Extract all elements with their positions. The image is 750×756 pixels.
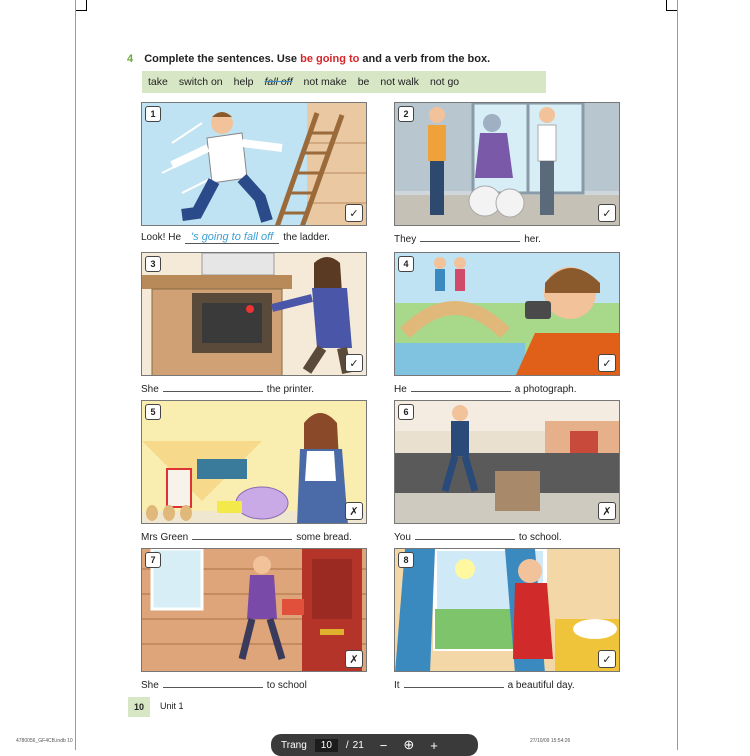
sentence-start: He — [394, 384, 407, 395]
cross-mark-icon: ✗ — [345, 650, 363, 668]
item-number-badge: 3 — [145, 256, 161, 272]
sentence-start: She — [141, 384, 159, 395]
exercise-item-3 — [141, 252, 367, 395]
exercise-item-7 — [141, 548, 367, 691]
workbook-page — [75, 0, 678, 750]
item-number-badge: 4 — [398, 256, 414, 272]
page-number-tab: 10 — [128, 697, 150, 717]
answer-blank[interactable] — [420, 231, 520, 242]
sentence-start: Mrs Green — [141, 532, 189, 543]
instruction-text: Complete the sentences. Use — [144, 53, 298, 65]
picture-helping-with-bags — [394, 102, 620, 226]
zoom-icon[interactable]: ⊕ — [403, 737, 415, 752]
word-box-item: not walk — [380, 76, 419, 88]
total-pages: 21 — [352, 739, 364, 751]
check-mark-icon: ✓ — [598, 650, 616, 668]
answer-blank[interactable] — [404, 677, 504, 688]
sentence — [394, 231, 620, 245]
word-box-item: not go — [429, 76, 460, 88]
sentence — [394, 677, 620, 691]
check-mark-icon: ✓ — [345, 204, 363, 222]
exercise-item-4 — [394, 252, 620, 395]
picture-mrs-green-baking — [141, 400, 367, 524]
cross-mark-icon: ✗ — [345, 502, 363, 520]
instruction-highlight: be going to — [300, 53, 360, 65]
sentence-end: her. — [524, 234, 541, 245]
sentence — [141, 677, 367, 691]
sentence — [141, 381, 367, 395]
word-box-item: switch on — [178, 76, 223, 88]
crop-mark — [666, 0, 677, 11]
zoom-in-button[interactable]: + — [430, 737, 438, 753]
item-number-badge: 8 — [398, 552, 414, 568]
exercise-item-1 — [141, 102, 367, 244]
exercise-number: 4 — [127, 53, 134, 65]
answer-blank[interactable] — [163, 677, 263, 688]
answer-blank[interactable] — [415, 529, 515, 540]
page-separator: / — [345, 739, 349, 751]
sentence-end: to school — [266, 680, 307, 691]
item-number-badge: 6 — [398, 404, 414, 420]
exercise-heading — [127, 53, 490, 65]
word-box-item: help — [233, 76, 254, 88]
zoom-out-button[interactable]: − — [379, 737, 388, 753]
picture-boy-walking — [394, 400, 620, 524]
crop-mark — [76, 0, 87, 11]
item-number-badge: 7 — [145, 552, 161, 568]
exercise-item-2 — [394, 102, 620, 245]
exercise-item-5 — [141, 400, 367, 543]
cross-mark-icon: ✗ — [598, 502, 616, 520]
sentence-end: to school. — [518, 532, 562, 543]
sentence — [394, 381, 620, 395]
item-number-badge: 5 — [145, 404, 161, 420]
check-mark-icon: ✓ — [598, 354, 616, 372]
pdf-viewer-toolbar — [271, 734, 478, 756]
sentence-end: the printer. — [266, 384, 315, 395]
sentence-end: some bread. — [296, 532, 352, 543]
unit-label: Unit 1 — [160, 701, 184, 711]
page-label: Trang — [281, 739, 307, 751]
exercise-item-8 — [394, 548, 620, 691]
instruction-text: and a verb from the box. — [362, 53, 491, 65]
sentence-start: She — [141, 680, 159, 691]
print-slug-right: 27/10/09 15:54:26 — [530, 738, 571, 744]
sentence — [141, 529, 367, 543]
answer-example: 's going to fall off — [185, 231, 279, 244]
sentence — [141, 231, 367, 244]
sentence — [394, 529, 620, 543]
print-slug-left: 4780056_GF4CB.indb 10 — [16, 738, 73, 744]
sentence-end: the ladder. — [283, 232, 330, 243]
sentence-start: It — [394, 680, 400, 691]
exercise-item-6 — [394, 400, 620, 543]
word-box-item: fall off — [264, 76, 293, 88]
sentence-start: They — [394, 234, 417, 245]
picture-boy-opening-curtains — [394, 548, 620, 672]
picture-man-falling-off-ladder — [141, 102, 367, 226]
picture-woman-and-printer — [141, 252, 367, 376]
word-box-item: be — [357, 76, 370, 88]
answer-blank[interactable] — [163, 381, 263, 392]
word-box-item: not make — [303, 76, 347, 88]
check-mark-icon: ✓ — [598, 204, 616, 222]
sentence-start: You — [394, 532, 411, 543]
sentence-end: a beautiful day. — [507, 680, 575, 691]
picture-boy-taking-photo — [394, 252, 620, 376]
answer-blank[interactable] — [192, 529, 292, 540]
item-number-badge: 2 — [398, 106, 414, 122]
sentence-end: a photograph. — [514, 384, 577, 395]
picture-girl-leaving-house — [141, 548, 367, 672]
check-mark-icon: ✓ — [345, 354, 363, 372]
current-page-input[interactable]: 10 — [315, 739, 338, 752]
sentence-start: Look! He — [141, 232, 182, 243]
item-number-badge: 1 — [145, 106, 161, 122]
word-box-item: take — [148, 76, 168, 88]
word-box — [142, 71, 546, 93]
answer-blank[interactable] — [411, 381, 511, 392]
